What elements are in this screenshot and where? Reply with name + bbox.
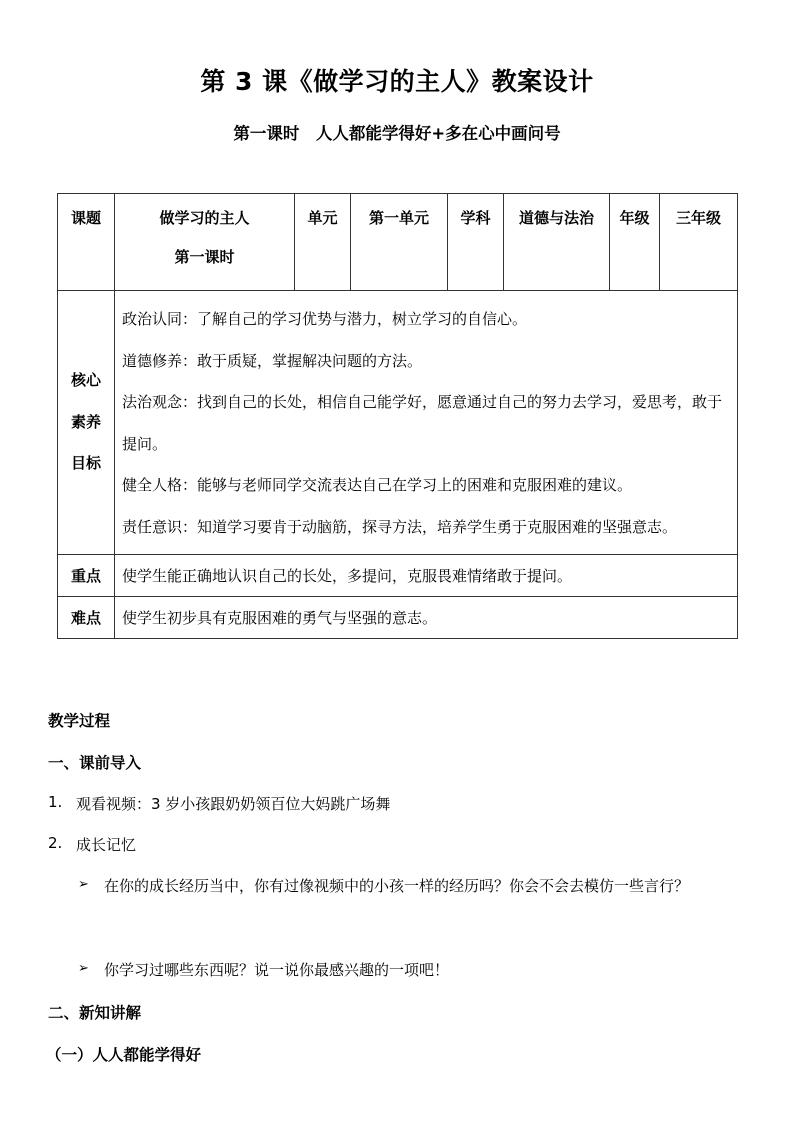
arrow-bullet-icon: ➢	[78, 961, 89, 976]
goals-row	[58, 291, 738, 555]
subject-label: 学科	[448, 194, 504, 291]
unit-label: 单元	[295, 194, 351, 291]
part1-heading: 一、课前导入	[48, 754, 142, 772]
table-header-row	[58, 194, 738, 291]
bullet2-text: 你学习过哪些东西呢？说一说你最感兴趣的一项吧！	[104, 961, 450, 979]
item2-text: 成长记忆	[76, 836, 137, 854]
goal-item: 法治观念：找到自己的长处，相信自己能学好，愿意通过自己的努力去学习，爱思考，敢于提问。	[122, 393, 723, 453]
topic-line2: 第一课时	[174, 248, 235, 266]
goals-content	[115, 291, 738, 555]
item1-text: 观看视频：3 岁小孩跟奶奶领百位大妈跳广场舞	[76, 795, 391, 813]
difficulty-label: 难点	[58, 597, 115, 639]
subject-value: 道德与法治	[504, 194, 610, 291]
key-label: 重点	[58, 555, 115, 597]
process-heading: 教学过程	[48, 712, 111, 730]
difficulty-row	[58, 597, 738, 639]
goal-item: 责任意识：知道学习要肯于动脑筋，探寻方法，培养学生勇于克服困难的坚强意志。	[122, 517, 678, 536]
goals-label: 核心 素养 目标	[58, 291, 115, 555]
document-title: 第 3 课《做学习的主人》教案设计	[200, 67, 594, 96]
item1-number: 1.	[48, 793, 63, 811]
goal-item: 政治认同：了解自己的学习优势与潜力，树立学习的自信心。	[122, 310, 528, 328]
sub1-heading: （一）人人都能学得好	[46, 1046, 202, 1064]
key-point-row	[58, 555, 738, 597]
grade-label: 年级	[610, 194, 660, 291]
topic-value	[115, 194, 295, 291]
unit-value: 第一单元	[351, 194, 448, 291]
goal-item: 道德修养：敢于质疑，掌握解决问题的方法。	[122, 351, 423, 370]
difficulty-text: 使学生初步具有克服困难的勇气与坚强的意志。	[115, 597, 738, 639]
grade-value: 三年级	[660, 194, 738, 291]
part2-heading: 二、新知讲解	[48, 1004, 142, 1022]
arrow-bullet-icon: ➢	[78, 877, 89, 892]
key-text: 使学生能正确地认识自己的长处，多提问，克服畏难情绪敢于提问。	[115, 555, 738, 597]
item2-number: 2.	[48, 834, 63, 852]
topic-line1: 做学习的主人	[159, 209, 250, 227]
goal-item: 健全人格：能够与老师同学交流表达自己在学习上的困难和克服困难的建议。	[122, 476, 633, 494]
document-subtitle: 第一课时 人人都能学得好+多在心中画问号	[233, 124, 561, 143]
bullet1-text: 在你的成长经历当中，你有过像视频中的小孩一样的经历吗？你会不会去模仿一些言行？	[104, 877, 690, 895]
topic-label: 课题	[58, 194, 115, 291]
lesson-info-table	[57, 193, 738, 639]
